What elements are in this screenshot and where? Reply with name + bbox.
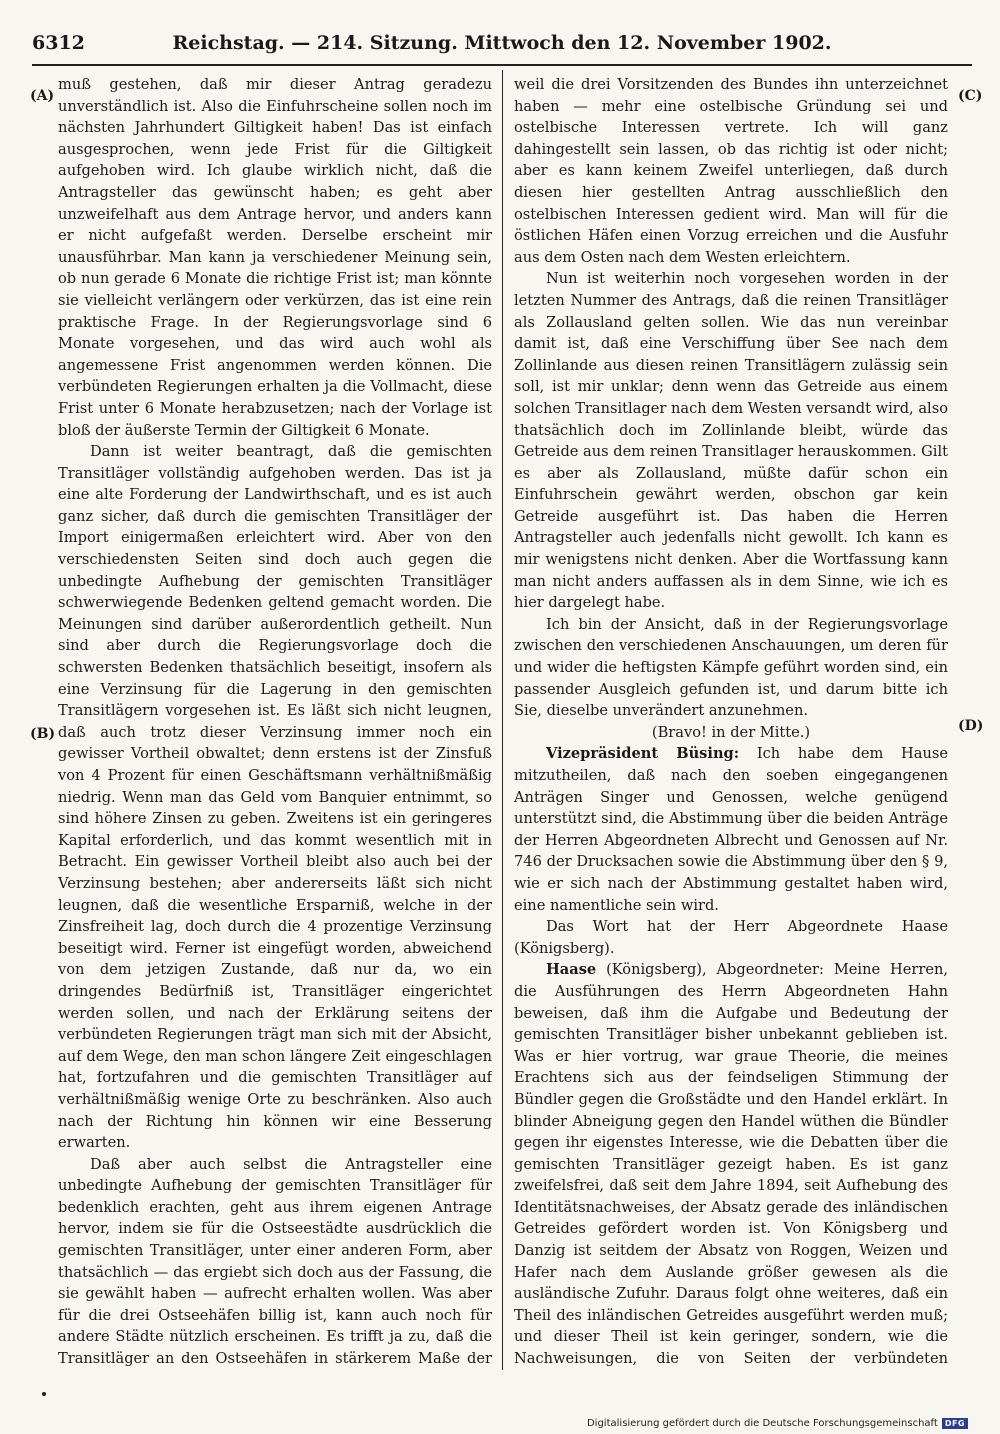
page-header [32,32,972,58]
margin-mark-a: (A) [30,88,55,104]
margin-mark-d: (D) [958,718,984,734]
left-column [58,74,492,1370]
paragraph: Das Wort hat der Herr Abgeordnete Haase (Königsberg). [514,918,948,957]
paragraph: muß gestehen, daß mir dieser Antrag geradezu unverständlich ist. Also die Einfuhrscheine sollen noch im nächsten Jahrhundert Giltigkeit haben! Das ist einfach ausgesprochen, wenn jede Frist für die Giltigkeit aufgehoben wird. Ich glaube wirklich nicht, daß die Antragsteller das gewünscht haben; es geht aber unzweifelhaft aus dem Antrage hervor, und anders kann er nicht aufgefaßt werden. Derselbe erscheint mir unausführbar. Man kann ja verschiedener Meinung sein, ob nun gerade 6 Monate die richtige Frist ist; man könnte sie vielleicht verlängern oder verkürzen, das ist eine rein praktische Frage. In der Regierungsvorlage sind 6 Monate vorgesehen, und das wird auch wohl als angemessene Frist angenommen werden können. Die verbündeten Regierungen erhalten ja die Vollmacht, diese Frist unter 6 Monate herabzusetzen; nach der Vorlage ist bloß der äußerste Termin der Giltigkeit 6 Monate. [58,76,492,439]
paragraph: weil die drei Vorsitzenden des Bundes ihn unterzeichnet haben — mehr eine ostelbische Gründung sei und ostelbische Interessen vertrete. Ich will ganz dahingestellt sein lassen, ob das richtig ist oder nicht; aber es kann keinem Zweifel unterliegen, daß durch diesen hier gestellten Antrag ausschließlich den ostelbischen Interessen gedient wird. Man will für die östlichen Häfen einen Vorzug erreichen und die Ausfuhr aus dem Osten nach dem Westen erleichtern. [514,76,948,266]
margin-mark-c: (C) [958,88,983,104]
column-divider [502,70,503,1370]
speaker-paragraph [514,743,948,916]
dfg-logo: DFG [942,1418,968,1429]
paragraph: Dann ist weiter beantragt, daß die gemischten Transitläger vollständig aufgehoben werden. Das ist ja eine alte Forderung der Landwirthschaft, und es ist auch ganz sicher, daß durch die gemischten Transitläger der Import einigermaßen erleichtert wird. Aber von den verschiedensten Seiten sind doch auch gegen die unbedingte Aufhebung der gemischten Transitläger schwerwiegende Bedenken geltend gemacht worden. Die Meinungen sind darüber außerordentlich getheilt. Nun sind aber durch die Regierungsvorlage doch die schwersten Bedenken thatsächlich beseitigt, insofern als eine Verzinsung für die Lagerung in den gemischten Transitlägern vorgesehen ist. Es läßt sich nicht leugnen, daß auch trotz dieser Verzinsung immer noch ein gewisser Vortheil obwaltet; denn erstens ist der Zinsfuß von 4 Prozent für einen Geschäftsmann verhältnißmäßig niedrig. Wenn man das Geld vom Banquier entnimmt, so sind höhere Zinsen zu geben. Zweitens ist ein geringeres Kapital erforderlich, und das kommt wesentlich mit in Betracht. Ein gewisser Vortheil bleibt also auch bei der Verzinsung bestehen; aber andererseits läßt sich nicht leugnen, daß die wesentliche Ersparniß, welche in der Zinsfreiheit lag, doch durch die 4 prozentige Verzinsung beseitigt wird. Ferner ist eingefügt worden, abweichend von dem jetzigen Zustande, daß nur da, wo ein dringendes Bedürfniß ist, Transitläger eingerichtet werden sollen, und nach der Erklärung seitens der verbündeten Regierungen trägt man sich mit der Absicht, auf dem Wege, den man schon längere Zeit eingeschlagen hat, fortzufahren und die gemischten Transitläger auf verhältnißmäßig wenige Orte zu beschränken. Also auch nach der Richtung hin können wir eine Besserung erwarten. [58,443,492,1152]
ink-dot [42,1392,46,1396]
speech-text: Ich habe dem Hause mitzutheilen, daß nach den soeben eingegangenen Anträgen Singer und Genossen, welche genügend unterstützt sind, die Abstimmung über die beiden Anträge der Herren Abgeordneten Albrecht und Genossen auf Nr. 746 der Drucksachen sowie die Abstimmung über den § 9, wie er sich nach der Abstimmung gestaltet haben wird, eine namentliche sein wird. [514,745,948,914]
paragraph: Ich bin der Ansicht, daß in der Regierungsvorlage zwischen den verschiedenen Anschauungen, um deren für und wider die heftigsten Kämpfe geführt worden sind, ein passender Ausgleich gefunden ist, und darum bitte ich Sie, dieselbe unverändert anzunehmen. [514,615,948,720]
footer [587,1418,968,1429]
page-number: 6312 [32,32,85,54]
paragraph: Daß aber auch selbst die Antragsteller eine unbedingte Aufhebung der gemischten Transitläger für bedenklich erachten, geht aus ihrem eigenen Antrage hervor, indem sie für die Ostseestädte ausdrücklich die gemischten Transitläger, unter einer anderen Form, aber thatsächlich — das ergiebt sich doch aus der Fassung, die sie gewählt haben — aufrecht erhalten wollen. Was aber für die drei Ostseehäfen billig ist, kann auch noch für andere Städte nützlich erscheinen. Es trifft ja zu, daß die Transitläger an den Ostseehäfen in stärkerem Maße der [58,1155,492,1368]
speaker-name: Vizepräsident Büsing: [546,745,740,763]
footer-text: Digitalisierung gefördert durch die Deutsche Forschungsgemeinschaft [586,1418,938,1429]
right-column [514,74,948,1370]
speaker-name: Haase [546,961,597,979]
margin-mark-b: (B) [30,726,56,742]
speaker-paragraph [514,959,948,1370]
speech-text: (Königsberg), Abgeordneter: Meine Herren, die Ausführungen des Herrn Abgeordneten Hahn beweisen, daß ihm die Aufgabe und Bedeutung der gemischten Transitläger bisher unbekannt geblieben ist. Was er hier vortrug, war graue Theorie, die meines Erachtens sich aus der feindseligen Stimmung der Bündler gegen die Großstädte und den Handel erklärt. In blinder Abneigung gegen den Handel wüthen die Bündler gegen ihr eigenstes Interesse, wie die Debatten über die gemischten Transitläger gezeigt haben. Es ist ganz zweifelsfrei, daß seit dem Jahre 1894, seit Aufhebung des Identitätsnachweises, der Absatz gerade des inländischen Getreides gefördert worden ist. Von Königsberg und Danzig ist seitdem der Absatz von Roggen, Weizen und Hafer nach dem Auslande größer gewesen als die ausländische Zufuhr. Daraus folgt ohne weiteres, daß ein Theil des inländischen Getreides ausgeführt werden muß; und dieser Theil ist kein geringer, sondern, wie die Nachweisungen, die von Seiten der verbündeten [514,961,948,1368]
applause-note: (Bravo! in der Mitte.) [651,723,811,741]
running-head: Reichstag. — 214. Sitzung. Mittwoch den 12. November 1902. [172,32,832,54]
paragraph: Nun ist weiterhin noch vorgesehen worden in der letzten Nummer des Antrags, daß die reinen Transitläger als Zollausland gelten sollen. Wie das nun vereinbar damit ist, daß eine Verschiffung über See nach dem Zollinlande aus diesen reinen Transitlägern zulässig sein soll, ist mir unklar; denn wenn das Getreide aus einem solchen Transitlager nach dem Westen versandt wird, also thatsächlich doch im Zollinlande bleibt, würde das Getreide aus dem reinen Transitlager herauskommen. Gilt es aber als Zollausland, müßte dafür schon ein Einfuhrschein gewährt werden, obschon gar kein Getreide ausgeführt ist. Das haben die Herren Antragsteller auch jedenfalls nicht gewollt. Ich kann es mir wenigstens nicht denken. Aber die Wortfassung kann man nicht anders auffassen als in dem Sinne, wie ich es hier dargelegt habe. [514,270,948,612]
header-rule [32,64,972,66]
